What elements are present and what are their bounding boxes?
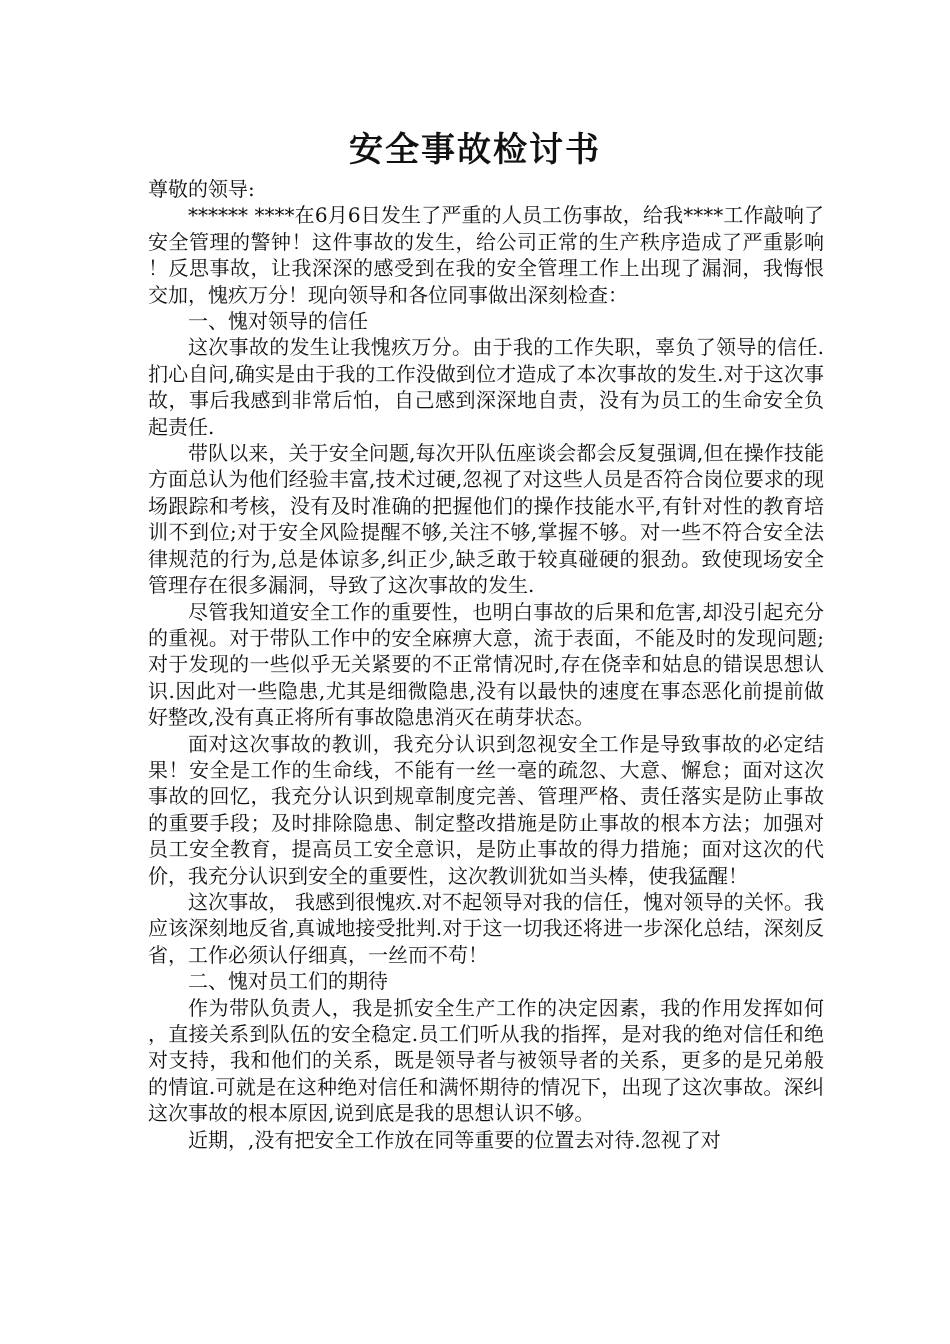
paragraph: 尽管我知道安全工作的重要性，也明白事故的后果和危害,却没引起充分的重视。对于带队工作中的安全麻痹大意，流于表面，不能及时的发现问题;对于发现的一些似乎无关紧要的不正常情况时,存在侥幸和姑息的错误思想认识.因此对一些隐患,尤其是细微隐患,没有以最快的速度在事态恶化前提前做好整改,没有真正将所有事故隐患消灭在萌芽状态。: [148, 599, 824, 730]
paragraph: 面对这次事故的教训，我充分认识到忽视安全工作是导致事故的必定结果！安全是工作的生命线，不能有一丝一毫的疏忽、大意、懈怠；面对这次事故的回忆，我充分认识到规章制度完善、管理严格、责任落实是防止事故的重要手段；及时排除隐患、制定整改措施是防止事故的根本方法；加强对员工安全教育，提高员工安全意识，是防止事故的得力措施；面对这次的代价，我充分认识到安全的重要性，这次教训犹如当头棒，使我猛醒！: [148, 731, 824, 888]
paragraph: 作为带队负责人，我是抓安全生产工作的决定因素，我的作用发挥如何，直接关系到队伍的安全稳定.员工们听从我的指挥，是对我的绝对信任和绝对支持，我和他们的关系，既是领导者与被领导者的关系，更多的是兄弟般的情谊.可就是在这种绝对信任和满怀期待的情况下，出现了这次事故。深纠这次事故的根本原因,说到底是我的思想认识不够。: [148, 995, 824, 1126]
paragraph: ****** ****在6月6日发生了严重的人员工伤事故，给我****工作敲响了安全管理的警钟！这件事故的发生，给公司正常的生产秩序造成了严重影响！反思事故，让我深深的感受到在我的安全管理工作上出现了漏洞，我悔恨交加，愧疚万分！现向领导和各位同事做出深刻检查：: [148, 203, 824, 307]
section-heading: 一、愧对领导的信任: [188, 309, 368, 334]
paragraph: 这次事故的发生让我愧疚万分。由于我的工作失职，辜负了领导的信任.扪心自问,确实是由于我的工作没做到位才造成了本次事故的发生.对于这次事故，事后我感到非常后怕，自己感到深深地自责，没有为员工的生命安全负起责任.: [148, 335, 824, 439]
document-body: [148, 176, 824, 1153]
section-heading: 二、愧对员工们的期待: [188, 969, 388, 994]
greeting: 尊敬的领导:: [148, 177, 255, 201]
paragraph: 近期，,没有把安全工作放在同等重要的位置去对待.忽视了对: [188, 1127, 721, 1152]
document-title: 安全事故检讨书: [349, 130, 601, 170]
paragraph: 这次事故， 我感到很愧疚.对不起领导对我的信任，愧对领导的关怀。我应该深刻地反省,真诚地接受批判.对于这一切我还将进一步深化总结，深刻反省，工作必须认仔细真，一丝而不苟！: [148, 889, 824, 967]
paragraph: 带队以来，关于安全问题,每次开队伍座谈会都会反复强调,但在操作技能方面总认为他们经验丰富,技术过硬,忽视了对这些人员是否符合岗位要求的现场跟踪和考核，没有及时准确的把握他们的操作技能水平,有针对性的教育培训不到位;对于安全风险提醒不够,关注不够,掌握不够。对一些不符合安全法律规范的行为,总是体谅多,纠正少,缺乏敢于较真碰硬的狠劲。致使现场安全管理存在很多漏洞，导致了这次事故的发生.: [148, 441, 824, 598]
